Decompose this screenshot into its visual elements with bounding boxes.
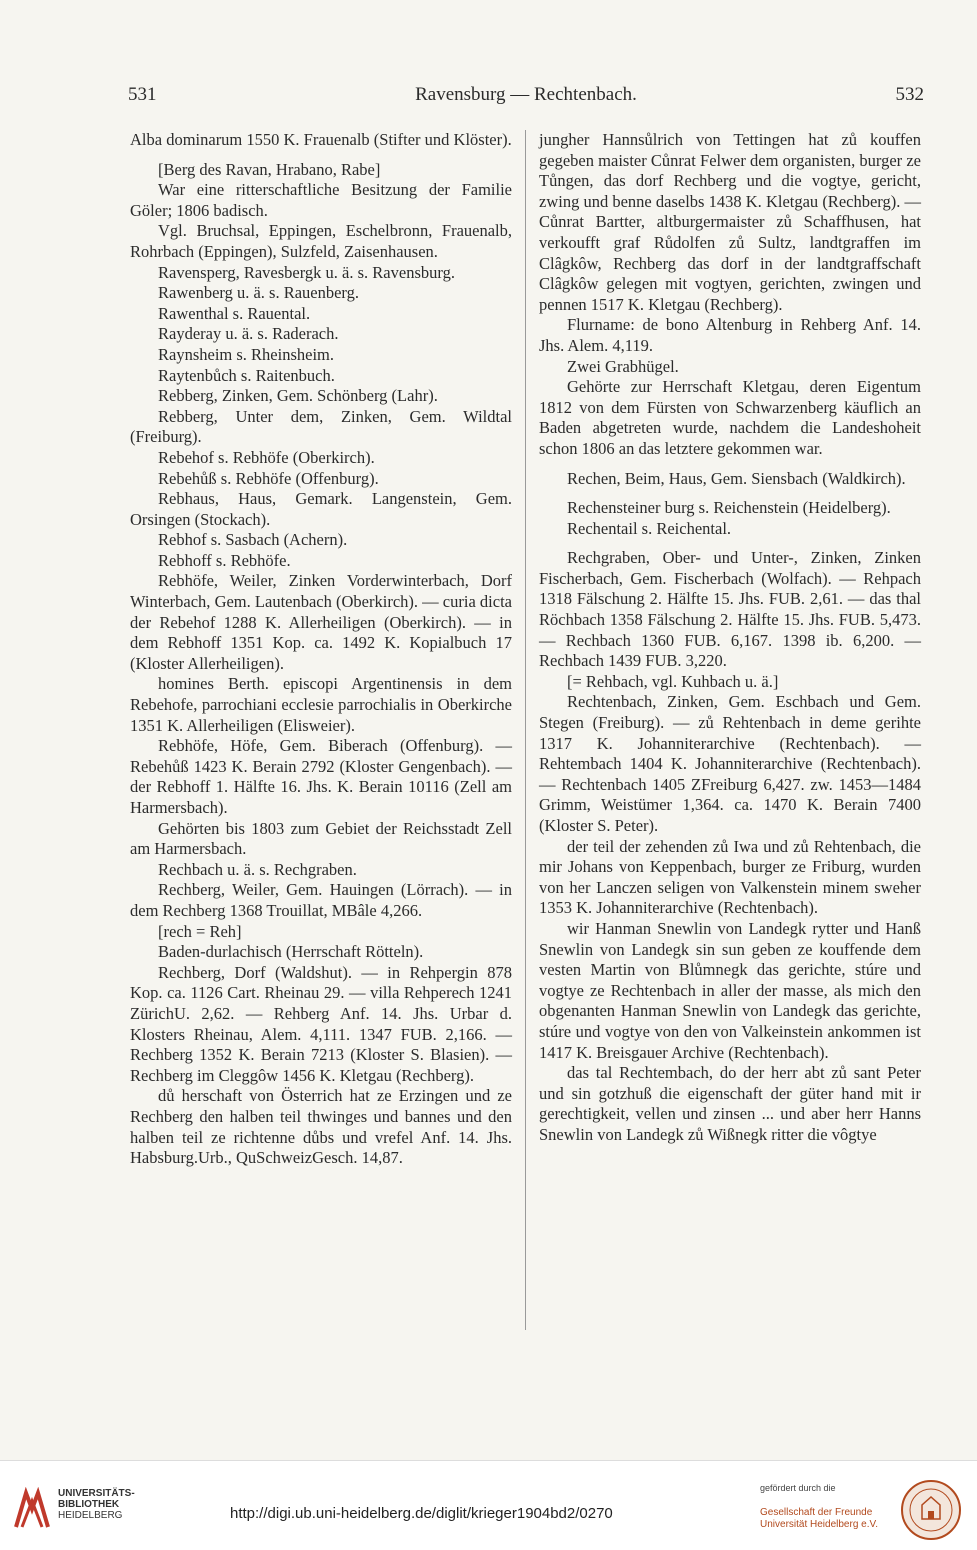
entry-paragraph: Rebhof s. Sasbach (Achern).	[158, 530, 348, 550]
entry-paragraph: wir Hanman Snewlin von Landegk rytter und Hanß Snewlin von Landegk sin sun geben ze kouffende dem vesten Martin von Blůmnegk das gerichte, stúre und vogtye ze Rechtenbach in aller der masse, als mich den obgenanten Hanman Snewlin von Landegk das gerichte, stúre und vogtye von den von Valkeinstein ankommen ist 1417 K. Breisgauer Archive (Rechtenbach).	[539, 918, 921, 1062]
entry-paragraph: Gehörten bis 1803 zum Gebiet der Reichsstadt Zell am Harmersbach.	[130, 818, 512, 859]
entry-paragraph: der teil der zehenden zů Iwa und zů Rehtenbach, die mir Johans von Keppenbach, burger ze Friburg, wurden von her Lanczen seligen von Valkenstein minem sweher 1353 K. Johanniterarchive (Rechtenbach).	[539, 836, 921, 918]
page-number-right: 532	[895, 84, 924, 105]
entry-paragraph: Rebehůß s. Rebhöfe (Offenburg).	[158, 468, 379, 488]
entry-paragraph: Baden-durlachisch (Herrschaft Rötteln).	[158, 942, 424, 962]
ub-heidelberg-logo-icon[interactable]	[12, 1487, 52, 1531]
entry-paragraph: Flurname: de bono Altenburg in Rehberg Anf. 14. Jhs. Alem. 4,119.	[539, 315, 921, 355]
right-column	[539, 130, 921, 1146]
library-name-line: UNIVERSITÄTS-	[58, 1488, 135, 1499]
entry-paragraph: Alba dominarum 1550 K. Frauenalb (Stifter und Klöster).	[130, 130, 512, 149]
entry-paragraph: Rebberg, Unter dem, Zinken, Gem. Wildtal (Freiburg).	[130, 406, 512, 447]
page-number-left: 531	[128, 84, 157, 105]
entry-paragraph: Rebhaus, Haus, Gemark. Langenstein, Gem. Orsingen (Stockach).	[130, 489, 512, 529]
sponsor-line: Gesellschaft der Freunde	[760, 1507, 873, 1518]
header-title: Ravensburg — Rechtenbach.	[415, 84, 637, 105]
entry-paragraph: Rechen, Beim, Haus, Gem. Siensbach (Waldkirch).	[567, 468, 906, 488]
entry-paragraph: [= Rehbach, vgl. Kuhbach u. ä.]	[567, 671, 779, 691]
entry-paragraph: Rechgraben, Ober- und Unter-, Zinken, Zinken Fischerbach, Gem. Fischerbach (Wolfach). — Rehpach 1318 Fälschung 2. Hälfte 15. Jhs. FUB. 2,61. — das thal Röchbach 1358 Fälschung 2. Hälfte 15. Jhs. FUB. 5,473. — Rechbach 1360 FUB. 6,167. 1398 ib. 6,200. — Rechbach 1439 FUB. 3,220.	[539, 548, 921, 671]
entry-paragraph: jungher Hannsůlrich von Tettingen hat zů kouffen gegeben maister Cůnrat Felwer dem organisten, burger ze Tůngen, das dorf Rechberg und die vogtye, gericht, zwing und benne daselbs 1438 K. Kletgau (Rechberg). — Cůnrat Bartter, altburgermaister zů Schaffhusen, hat verkoufft graf Růdolfen zů Sultz, landtgraffen im Clâgkôw, Rechberg das dorf in der landtgraffschaft Clâgkôw gelegen mit vogtyen, gerichten, zwingen und pennen 1517 K. Kletgau (Rechberg).	[539, 130, 921, 314]
entry-paragraph: Rechberg, Dorf (Waldshut). — in Rehpergin 878 Kop. ca. 1126 Cart. Rheinau 29. — villa Rehperech 1241 ZürichU. 2,62. — Rehberg Anf. 14. Jhs. Urbar d. Klosters Rheinau, Alem. 4,111. 1347 FUB. 2,166. — Rechberg 1352 K. Berain 7213 (Kloster S. Blasien). — Rechberg im Cleggôw 1456 K. Kletgau (Rechberg).	[130, 962, 512, 1085]
library-name[interactable]	[58, 1488, 135, 1521]
running-header	[128, 84, 924, 114]
entry-paragraph: Rebberg, Zinken, Gem. Schönberg (Lahr).	[158, 386, 438, 406]
left-column	[130, 130, 512, 1169]
library-name-line: HEIDELBERG	[58, 1510, 123, 1521]
entry-paragraph: Rechberg, Weiler, Gem. Hauingen (Lörrach). — in dem Rechberg 1368 Trouillat, MBâle 4,266.	[130, 880, 512, 920]
society-seal-icon	[900, 1479, 962, 1541]
entry-paragraph: Zwei Grabhügel.	[567, 356, 679, 376]
entry-paragraph: Rechtenbach, Zinken, Gem. Eschbach und Gem. Stegen (Freiburg). — zů Rehtenbach in deme gerihte 1317 K. Johanniterarchive (Rechtenbach). — Rehtembach 1404 K. Johanniterarchive (Rechtenbach). — Rechtenbach 1405 ZFreiburg 6,427. zw. 1453—1484 Grimm, Weistümer 1,364. ca. 1470 K. Berain 7400 (Kloster S. Peter).	[539, 692, 921, 835]
entry-paragraph: Rebehof s. Rebhöfe (Oberkirch).	[158, 447, 375, 467]
entry-paragraph: [rech = Reh]	[158, 921, 242, 941]
entry-paragraph: Rechbach u. ä. s. Rechgraben.	[158, 859, 357, 879]
sponsor-name[interactable]	[760, 1507, 878, 1531]
entry-paragraph: Rebhoff s. Rebhöfe.	[158, 550, 291, 570]
library-name-line: BIBLIOTHEK	[58, 1499, 120, 1510]
entry-paragraph: War eine ritterschaftliche Besitzung der Familie Göler; 1806 badisch.	[130, 180, 512, 220]
entry-paragraph: Rawenberg u. ä. s. Rauenberg.	[158, 283, 360, 303]
entry-paragraph: Rebhöfe, Weiler, Zinken Vorderwinterbach, Dorf Winterbach, Gem. Lautenbach (Oberkirch). — curia dicta der Rebehof 1288 K. Allerheiligen (Oberkirch). — in dem Rebhoff 1351 Kop. ca. 1492 K. Kopialbuch 17 (Kloster Allerheiligen).	[130, 571, 512, 673]
entry-paragraph: Rebhöfe, Höfe, Gem. Biberach (Offenburg). — Rebehůß 1423 K. Berain 2792 (Kloster Gengenbach). — der Rebhoff 1. Hälfte 16. Jhs. K. Berain 10116 (Zell am Harmersbach).	[130, 736, 512, 817]
entry-paragraph: das tal Rechtembach, do der herr abt zů sant Peter und sin gotzhuß die eigenschaft der güter hand mit ir gerechtigkeit, vellen und zinsen ... und aber herr Hanns Snewlin von Landegk zů Wißnegk ritter die vôgtye	[539, 1063, 921, 1144]
entry-paragraph: dů herschaft von Österrich hat ze Erzingen und ze Rechberg den halben teil thwinges und bannes und den halben teil ze richtenne důbs und vrefel Anf. 14. Jhs. Habsburg.Urb., QuSchweizGesch. 14,87.	[130, 1086, 512, 1168]
column-divider	[525, 130, 526, 1330]
entry-paragraph: Rawenthal s. Rauental.	[158, 303, 311, 323]
entry-paragraph: [Berg des Ravan, Hrabano, Rabe]	[158, 159, 381, 179]
entry-paragraph: Rechensteiner burg s. Reichenstein (Heidelberg).	[567, 498, 891, 518]
entry-paragraph: homines Berth. episcopi Argentinensis in dem Rebehofe, parrochiani ecclesie parrochialis in Oberkirche 1351 K. Allerheiligen (Elisweier).	[130, 674, 512, 735]
entry-paragraph: Rayderay u. ä. s. Raderach.	[158, 324, 339, 344]
entry-paragraph: Raytenbůch s. Raitenbuch.	[158, 365, 335, 385]
entry-paragraph: Ravensperg, Ravesbergk u. ä. s. Ravensburg.	[158, 262, 455, 282]
entry-paragraph: Raynsheim s. Rheinsheim.	[158, 344, 334, 364]
entry-paragraph: Gehörte zur Herrschaft Kletgau, deren Eigentum 1812 von dem Fürsten von Schwarzenberg käuflich an Baden abgetreten wurde, nachdem die Landeshoheit schon 1806 an das letztere gekommen war.	[539, 377, 921, 458]
entry-paragraph: Rechentail s. Reichental.	[567, 518, 732, 538]
entry-paragraph: Vgl. Bruchsal, Eppingen, Eschelbronn, Frauenalb, Rohrbach (Eppingen), Sulzfeld, Zaisenhausen.	[130, 221, 512, 261]
viewer-footer	[0, 1460, 977, 1550]
sponsor-line: Universität Heidelberg e.V.	[760, 1519, 879, 1530]
permalink-url[interactable]: http://digi.ub.uni-heidelberg.de/diglit/krieger1904bd2/0270	[230, 1505, 613, 1522]
sponsor-label: gefördert durch die	[760, 1483, 836, 1493]
